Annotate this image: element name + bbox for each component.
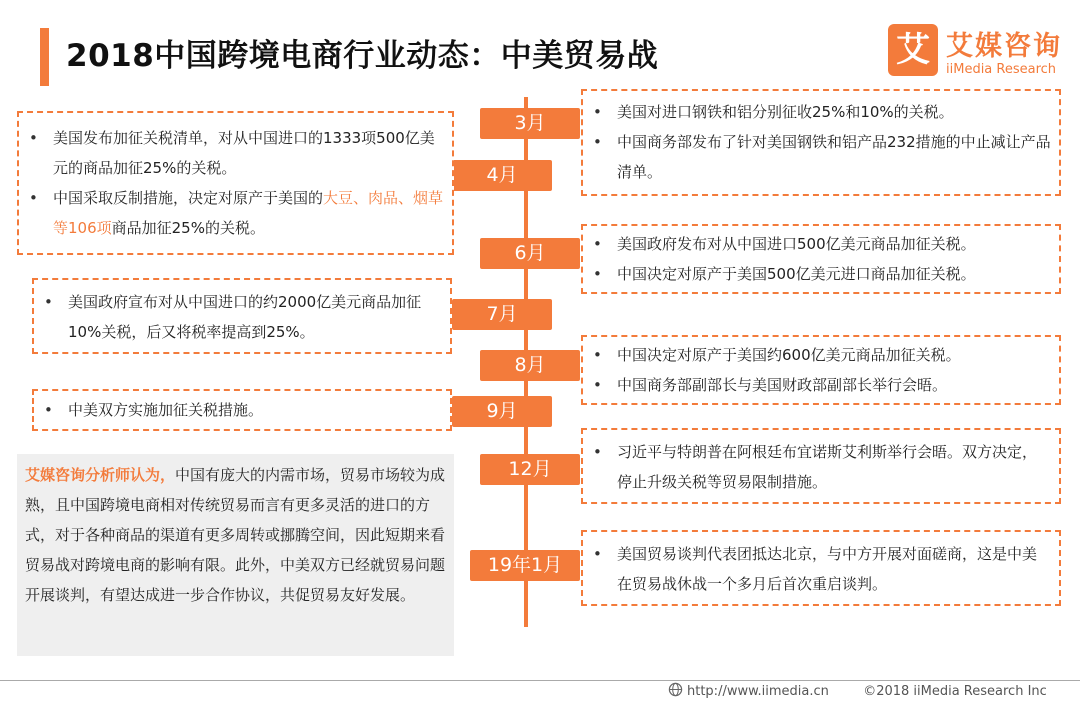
highlight-text: 大豆、肉品、烟草等106项 (53, 189, 444, 237)
page-title: 2018中国跨境电商行业动态：中美贸易战 (66, 38, 659, 74)
logo-text-cn: 艾媒咨询 (946, 31, 1062, 62)
event-box-sep (32, 389, 452, 431)
month-label-aug: 8月 (480, 350, 580, 381)
list-item: • 美国发布加征关税清单，对从中国进口的1333项500亿美元的商品加征25%的关税。 (19, 123, 452, 183)
list-item: • 中国决定对原产于美国约600亿美元商品加征关税。 (583, 340, 1059, 370)
brand-logo (888, 20, 1073, 82)
event-box-mar (581, 89, 1061, 196)
analyst-text (25, 460, 446, 610)
text-normal: 中国采取反制措施，决定对原产于美国的 (53, 189, 324, 207)
month-label-apr: 4月 (452, 160, 552, 191)
event-box-aug (581, 335, 1061, 405)
footer (668, 682, 1047, 701)
month-label-sep: 9月 (452, 396, 552, 427)
event-box-apr (17, 111, 454, 255)
footer-url[interactable]: http://www.iimedia.cn (687, 684, 829, 699)
list-item: • 美国政府发布对从中国进口500亿美元商品加征关税。 (583, 229, 1059, 259)
analyst-note (17, 454, 454, 656)
event-box-jun (581, 224, 1061, 294)
list-item: • 中国决定对原产于美国500亿美元进口商品加征关税。 (583, 259, 1059, 289)
analyst-lead: 艾媒咨询分析师认为， (25, 466, 176, 484)
month-label-jun: 6月 (480, 238, 580, 269)
event-box-jan19 (581, 530, 1061, 606)
logo-text-en: iiMedia Research (946, 62, 1057, 77)
month-label-jul: 7月 (452, 299, 552, 330)
title-accent-bar (40, 28, 49, 86)
month-label-dec: 12月 (480, 454, 580, 485)
text-normal: 商品加征25%的关税。 (111, 219, 265, 237)
logo-mark-icon: 艾 (888, 24, 938, 76)
list-item: • 美国政府宣布对从中国进口的约2000亿美元商品加征10%关税，后又将税率提高到25%。 (34, 287, 450, 347)
list-item: • 中国商务部副部长与美国财政部副部长举行会晤。 (583, 370, 1059, 400)
list-item: • 中美双方实施加征关税措施。 (34, 395, 450, 425)
list-item: • 习近平与特朗普在阿根廷布宜诺斯艾利斯举行会晤。双方决定，停止升级关税等贸易限制措施。 (583, 437, 1059, 497)
list-item (19, 183, 452, 243)
month-label-mar: 3月 (480, 108, 580, 139)
event-box-dec (581, 428, 1061, 504)
list-item: • 美国对进口钢铁和铝分别征收25%和10%的关税。 (583, 97, 1059, 127)
event-box-jul (32, 278, 452, 354)
globe-icon (668, 682, 683, 701)
footer-divider (0, 680, 1080, 681)
footer-copyright: ©2018 iiMedia Research Inc (863, 684, 1047, 699)
month-label-jan19: 19年1月 (470, 550, 580, 581)
list-item: • 中国商务部发布了针对美国钢铁和铝产品232措施的中止减让产品清单。 (583, 127, 1059, 187)
list-item: • 美国贸易谈判代表团抵达北京，与中方开展对面磋商，这是中美在贸易战休战一个多月后首次重启谈判。 (583, 539, 1059, 599)
analyst-body: 中国有庞大的内需市场，贸易市场较为成熟，且中国跨境电商相对传统贸易而言有更多灵活的进口的方式，对于各种商品的渠道有更多周转或挪腾空间，因此短期来看贸易战对跨境电商的影响有限。此外，中美双方已经就贸易问题开展谈判，有望达成进一步合作协议，共促贸易友好发展。 (25, 466, 446, 604)
